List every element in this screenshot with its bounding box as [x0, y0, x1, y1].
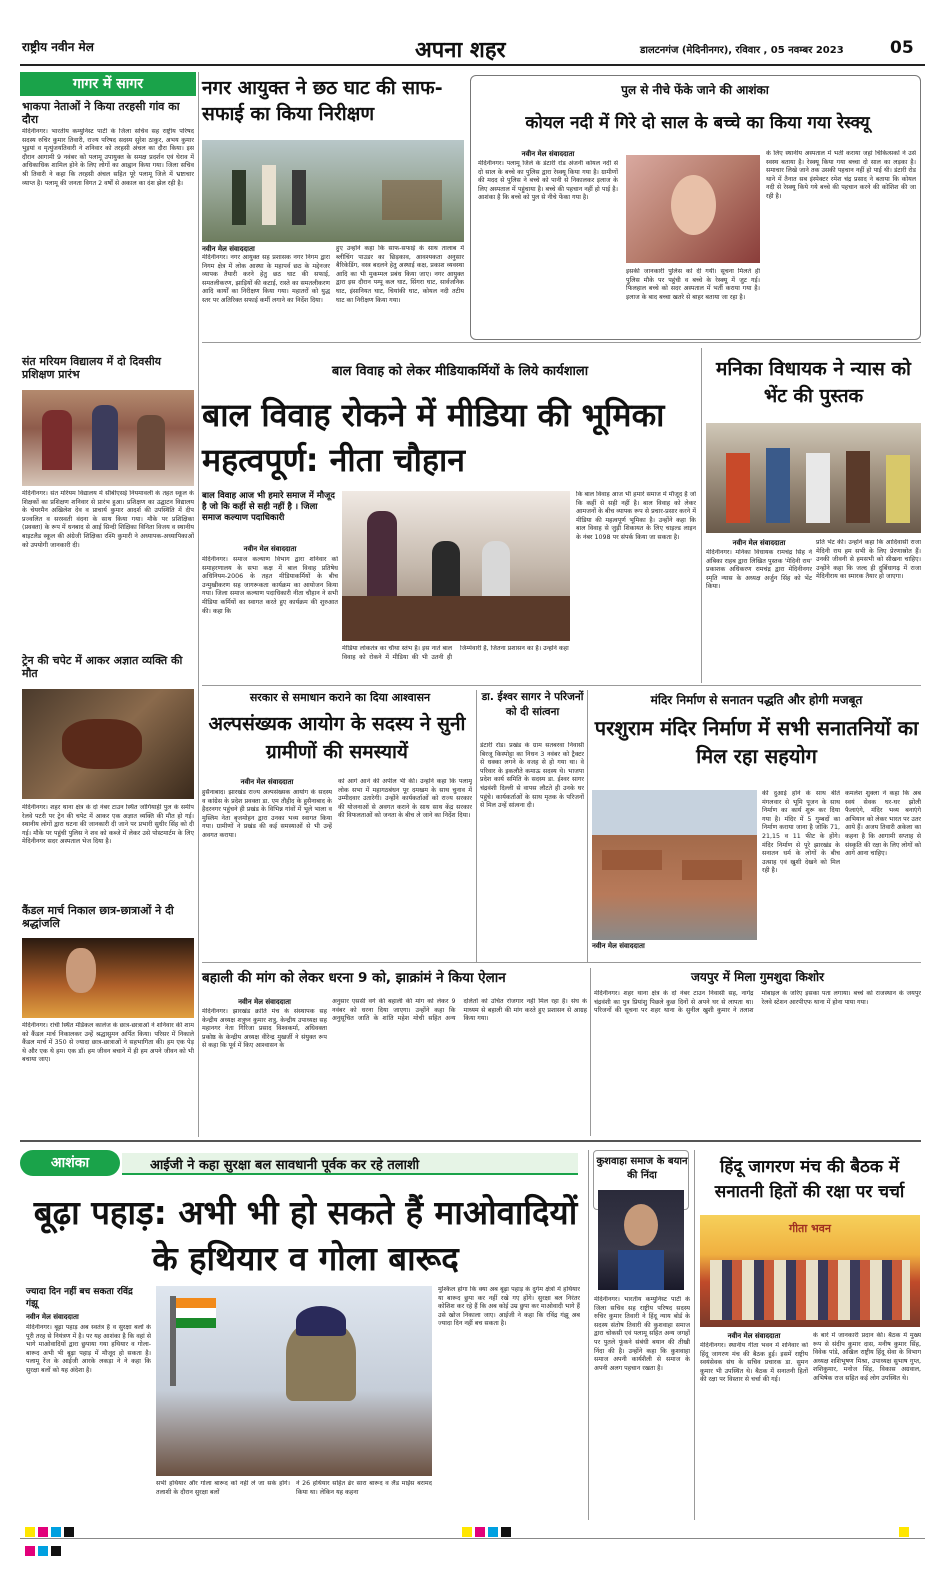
- article-body: हुए उन्होंने कहा कि साफ-सफाई के साथ तालाब में ब्लीचिंग पाउडर का छिड़काव, आवश्यकता अनुसार बैरिकेडिंग, वस्त्र बदलने हेतु अस्थाई कक्ष, प्रकाश व्यवस्था आदि का भी मुकम्मल प्रबंध किया जाए। नगर आयुक्त द्वारा इस दौरान पम्पू कल घाट, सिंगरा घाट, सार्वजनिक घाट, इंसानियत घाट, चियांकी घाट, कोयल नदी तटीय घाट का निरीक्षण किया गया।: [336, 245, 464, 304]
- article-body: मेदिनीनगर। बूढ़ा पहाड़ अब स्वतंत्र है व सुरक्षा बलों के पूरी तरह से नियंत्रण में है। पर यह आशंका है कि वहां से भागे माओवादियों द्वारा छुपाया गया हथियार व गोला-बारूद अभी भी बूढ़ा पहाड़ में मौजूद हो सकता है। पलामू रेंज के आईजी आरके लकड़ा ने ने कहा कि सुरक्षा बलों को यह अंदेशा है।: [26, 1324, 151, 1374]
- sidebar: [20, 72, 196, 1137]
- sidebar-headline: ट्रेन की चपेट में आकर अज्ञात व्यक्ति की मौत: [22, 654, 183, 680]
- headline-kushwaha: कुशवाहा समाज के बयान की निंदा: [596, 1156, 688, 1181]
- photo-caption: सभी हथियार और गोला बारूद को नहीं ले जा सके होंगे। तलाशी के दौरान सुरक्षा बलों: [156, 1480, 290, 1496]
- byline: नवीन मेल संवाददाता: [238, 998, 291, 1006]
- temple-photo: [592, 790, 757, 940]
- minority-kicker: सरकार से समाधान कराने का दिया आश्वासन: [249, 691, 431, 704]
- masthead: [0, 0, 945, 70]
- sidebar-headline: संत मरियम विद्यालय में दो दिवसीय प्रशिक्षण प्रारंभ: [22, 355, 162, 381]
- article-body: मेदिनीनगर। शहर थाना क्षेत्र के दो नंबर टाउन निवासी सह, नागेंद्र चंद्रवंशी का पुत्र प्रियांशु पिछले कुछ दिनों से अपने घर से लापता था। परिजनों की सूचना पर शहर थाना के सुनील खुशी कुमार ने तलाश मोबाइल के जरिए इसका पता लगाया। बच्चे को राजस्थान के जयपुर रेलवे स्टेशन आरपीएफ थाना में होना पाया गया।: [594, 990, 921, 1015]
- article-body: हुसैनाबाद। झारखंड राज्य अल्पसंख्यक आयोग के सदस्य व कांग्रेस के प्रदेश प्रवक्ता डा. एम तौहीद के हुसैनाबाद के हैदरनगर पहुंचने ही प्रखंड के विभिन्न गांवों में भूले भाला व मुस्लिम नेता बृजमोहन द्वारा उनका भव्य स्वागत किया गया। ग्रामीणों ने प्रखंड की कई समस्याओं से भी उन्हें अवगत कराया।: [202, 789, 332, 839]
- sidebar-headline: कैंडल मार्च निकाल छात्र-छात्राओं ने दी श्रद्धांजलि: [22, 904, 174, 930]
- tag-label: आशंका: [20, 1150, 120, 1176]
- sidebar-headline: भाकपा नेताओं ने किया तरहसी गांव का दौरा: [22, 100, 180, 126]
- article-body: मेदिनीनगर। नगर आयुक्त सह प्रशासक नगर निगम द्वारा निगम क्षेत्र में लोक आस्था के महापर्व छठ के मद्देनजर व्यापक तैयारी करने हेतु छठ घाट की सफाई, समतलीकरण, झाड़ियों की कटाई, रास्ते का समतलीकरण आदि कार्यों का निरीक्षण किया गया। महातरों को युद्ध स्तर पर अतिरिक्त सफाई कर्मी लगाने का निर्देश दिया।: [202, 254, 330, 304]
- article-body: मुश्किल होगा कि क्या अब बूढ़ा पहाड़ के दुर्गम क्षेत्रों में हथियार या बारूद छुपा कर नहीं रखे गए होंगे। सुरक्षा बल निरंतर कोशिश कर रहे हैं कि अब कोई उम्र छुपा कर माओवादी भागे हैं उसे खोज निकाला जाए। आईजी ने कहा कि रविंद्र गंझू अब ज्यादा दिन नहीं बच सकता है।: [438, 1286, 580, 1328]
- article-body: मेदिनीनगर। झारखंड क्रांति मंच के संस्थापक सह केन्द्रीय अध्यक्ष शत्रुघ्न कुमार शत्रु, केन्द्रीय उपाध्यक्ष सह महानगर नेता गिरिजा प्रसाद विश्वकर्मा, अधिवक्ता प्रकोष्ठ के केन्द्रीय अध्यक्ष वीरेन्द्र मुखर्जी ने संयुक्त रूप से कहा कि पूर्व में किए आश्वासन के: [202, 1008, 327, 1050]
- byline: नवीन मेल संवाददाता: [521, 150, 575, 158]
- article-body: कि बाल विवाह आज भी हमारे समाज में मौजूद है जो कि कहीं से सही नहीं है। बाल विवाह को लेकर आमजनों के बीच व्यापक रूप से प्रचार-प्रसार करने में मीडिया की महत्वपूर्ण भूमिका है। उन्होंने कहा कि बाल विवाह से जुड़ी शिकायत के लिए चाइल्ड लाइन के नंबर 1098 पर संपर्क किया जा सकता है।: [576, 491, 696, 541]
- parshuram-kicker: मंदिर निर्माण से सनातन पद्धति और होगी मजबूत: [650, 693, 863, 707]
- manika-photo: [706, 423, 921, 533]
- dateline: डालटनगंज (मेदिनीनगर), रविवार , 05 नवम्बर 2023: [640, 45, 844, 56]
- headline-gumshuda: जयपुर में मिला गुमशुदा किशोर: [690, 970, 825, 984]
- sidebar-body: मेदिनीनगर। भारतीय कम्युनिस्ट पार्टी के जिला सचिव सह राष्ट्रीय परिषद सदस्य रुचिर कुमार तिवारी, राज्य परिषद सदस्य सुरेश ठाकुर, अभय कुमार भुइयां व मृत्युंजयतिवारी ने शनिवार को तरहसी अंचल का दौरा किया। इस दौरान आगामी 9 नवंबर को पलामू उपायुक्त के समक्ष प्रदर्शन एवं घेराव में अधिकाधिक शामिल होने के लिए लोगों का आह्वान किया गया। जिला सचिव श्री तिवारी ने कहा कि तरहसी अंचल सहित पूरे पलामू जिले में भ्रष्टाचार व्याप्त है। पलामू की जनता विगत 2 वर्षों से अकाल का दंश झेल रही है।: [22, 128, 194, 187]
- byline: नवीन मेल संवाददाता: [240, 778, 294, 786]
- ig-photo: [156, 1286, 432, 1476]
- hindu-photo: [700, 1215, 920, 1327]
- photo-caption: ने 26 हथियार सहित ढेर सारा बारूद व लैंड माईंस बरामद किया था। लेकिन यह कहना: [296, 1480, 432, 1496]
- article-body: मेदिनीनगर। पलामू जिले के डंटारी रोड अंजनी कोयल नदी से दो साल के बच्चे का पुलिस द्वारा रेस्क्यू किया गया है। ग्रामीणों की मदद से पुलिस ने बच्चे को पानी से निकालकर इलाज के लिए अस्पताल में पहुंचाया है। बच्चे की पहचान नहीं हो पाई है। आशंका है कि बच्चे को पुल से नीचे फेंका गया है।: [478, 160, 618, 202]
- section-title: अपना शहर: [415, 38, 506, 63]
- chhath-photo: [202, 140, 464, 242]
- headline-parshuram: परशुराम मंदिर निर्माण में सभी सनातनियों का मिल रहा सहयोग: [594, 716, 919, 768]
- byline: नवीन मेल संवाददाता: [26, 1313, 79, 1321]
- headline-hindu: हिंदू जागरण मंच की बैठक में सनातनी हितों की रक्षा पर चर्चा: [714, 1157, 905, 1202]
- page-number: 05: [890, 38, 914, 58]
- sidebar-body: मेदिनीनगर। संत मरियम विद्यालय में सीबीएसई नियमावली के तहत स्कूल के शिक्षकों का प्रशिक्षण शनिवार से प्रारंभ हुआ। प्रशिक्षण का उद्घाटन विद्यालय के चेयरमैन अखिलेश देव व प्राचार्य कुमार आदर्श की उपस्थिति में दीप प्रज्वलित व सरस्वती वंदना के साथ किया गया। मौके पर प्रशिक्षिका (प्रवक्ता) के रूप में धनबाद से आई सिन्दी शिक्षिका विनिता विजय व स्थानीय बाइटलैड स्कूल की अंग्रेजी शिक्षिका रश्मि कुमारी ने अध्यापक-अध्यापिकाओं को उपयोगी जानकारी दी।: [22, 490, 194, 549]
- article-body: अनुसार एससी वर्ग की बहाली की मांग को लेकर 9 नवंबर को धरना दिया जाएगा। उन्होंने कहा कि अनुसूचित जाति के शांति महेश मोची सहित अन्य दलितों को उचित रोजगार नहीं मिल रहा है। संघ के माध्यम से बहाली की मांग करते हुए प्रशासन से आग्रह किया गया।: [332, 998, 587, 1023]
- byline: नवीन मेल संवाददाता: [592, 942, 645, 950]
- maoist-kicker: आईजी ने कहा सुरक्षा बल सावधानी पूर्वक कर रहे तलाशी: [150, 1158, 420, 1173]
- masthead-logo: राष्ट्रीय नवीन मेल: [22, 40, 94, 54]
- article-body: मेदिनीनगर। समाज कल्याण विभाग द्वारा शनिवार को समाहरणालय के सभा कक्ष में बाल विवाह प्रतिषेध अधिनियम-2006 के तहत मीडियाकर्मियों के बीच उन्मुखीकरण सह जागरूकता कार्यक्रम का आयोजन किया गया। जिला समाज कल्याण पदाधिकारी नीता चौहान ने सभी मीडिया कर्मियों का स्वागत करते हुए कार्यक्रम की शुरुआत की। कहा कि: [202, 556, 338, 615]
- headline-ishwar: डा. ईश्वर सागर ने परिजनों को दी सांत्वना: [481, 691, 584, 718]
- article-body: कमलेश शुक्ला ने कहा कि अब स्वयं सेवक घर-घर झोली फैलाएंगे, मंदिर भव्य बनाएंगे अभियान को लेकर भारत पर उतर आये हैं। अजय तिवारी अकेला का कहना है कि आगामी सप्ताह से संस्कृति की रक्षा के लिए लोगों को आगे आना चाहिए।: [845, 790, 921, 858]
- photo-caption: मीडिया लोकतंत्र का चौथा स्तंभ है। इस नाते बाल विवाह को रोकने में मीडिया की भी उतनी ही जिम्मेवारी है, जितना प्रशासन का है। उन्होंने कहा: [342, 645, 569, 661]
- article-body: डंटारी रोड। प्रखंड के ग्राम सतबरवा निवासी बिरजू किस्पोट्टा का निधन 3 नवंबर को ट्रैक्टर से धक्का लगने के वजह से हो गया था। वे परिवार के इकलौते कमाऊ सदस्य थे। भाजपा प्रदेश कार्य समिति के सदस्य डा. ईश्वर सागर चंद्रवंशी दिल्ली से वापस लौटते ही उनके घर पहुंचे। कार्यकर्ताओं के साथ मृतक के परिजनों से मिल उन्हें सांत्वना दी।: [480, 742, 584, 810]
- maoist-subhead: ज्यादा दिन नहीं बच सकता रविंद्र गंझू: [26, 1287, 133, 1309]
- child-photo: [626, 155, 760, 263]
- headline-manika: मनिका विधायक ने न्यास को भेंट की पुस्तक: [716, 358, 911, 407]
- headline-maoist: बूढ़ा पहाड़: अभी भी हो सकते हैं माओवादियों के हथियार व गोला बारूद: [33, 1193, 578, 1278]
- byline: नवीन मेल संवाददाता: [243, 545, 297, 553]
- article-body: के बारे में जानकारी प्रदान की। बैठक में मुख्य रूप से संदीप कुमार दास, मनीष कुमार सिंह, विवेक पांडे, अखिल राष्ट्रीय हिंदू सेवा के विभाग अध्यक्ष शशिभूषण मिश्रा, उपाध्यक्ष सुभाष गुप्त, शशिकुमार, मनोज सिंह, विकास अग्रवाल, अभिषेक राज सहित कई लोग उपस्थित थे।: [813, 1332, 921, 1382]
- article-body: के लिए स्थानीय अस्पताल में भर्ती कराया जहां चिकित्सकों ने उसे स्वस्थ बताया है। रेस्क्यू किया गया बच्चा दो साल का लड़का है। समाचार लिखे जाने तक उसकी पहचान नहीं हो पाई थी। डंटारी रोड थाने में तैनात सब इंस्पेक्टर रमेश चंद्र प्रसाद ने बताया कि कोयल नदी से रेस्क्यू किये गये बच्चे की पहचान करने की कोशिश की जा रही है।: [766, 150, 916, 200]
- training-photo: [22, 390, 194, 486]
- headline-minority: अल्पसंख्यक आयोग के सदस्य ने सुनी ग्रामीणों की समस्यायें: [208, 713, 466, 763]
- article-body: मेदिनीनगर। मनिका विधायक रामचंद्र सिंह ने अंबिका राहब द्वारा लिखित पुस्तक 'मेदिनी राय' प्रकाशक अधिकरण रामचंद्र द्वारा मेदिनीनगर स्मृति न्यास के अध्यक्ष अर्जुन सिंह को भेंट किया।: [706, 549, 812, 591]
- pullquote: बाल विवाह आज भी हमारे समाज में मौजूद है जो कि कहीं से सही नहीं है । जिला समाज कल्याण पदाधिकारी: [202, 491, 335, 523]
- byline: नवीन मेल संवाददाता: [202, 245, 255, 253]
- masthead-rule: [20, 64, 925, 66]
- sidebar-body: मेदिनीनगर। रांची स्थित मेडिकल कालेज के छात्र-छात्राओं ने शनिवार की शाम को कैंडल मार्च निकालकर उन्हें श्रद्धासुमन अर्पित किया। परिसर में निकाले कैंडल मार्च में 350 से ज्यादा छात्र-छात्राओं ने सहभागिता की। हम एक पेड़ थे और एक थे हम। एक डॉ। हम जीवन बचाने में ही हम अपने जीवन को भी बचाया जाए।: [22, 1022, 194, 1064]
- headline-chhath: नगर आयुक्त ने छठ घाट की साफ-सफाई का किया निरीक्षण: [202, 77, 443, 125]
- kushwaha-photo: [598, 1190, 684, 1290]
- rescue-kicker: पुल से नीचे फेंके जाने की आशंका: [621, 83, 769, 97]
- sidebar-title: गागर में सागर: [20, 72, 196, 96]
- article-body: प्रति भेंट की। उन्होंने कहा कि आदिवासी राजा मेदिनी राय हम सभी के लिए प्रेरणास्रोत हैं। उनकी जीवनी से हमसभी को सीखना चाहिए। उन्होंने कहा कि जल्द ही दुर्बिधागढ़ में राजा मेदिनीराय का स्मारक तैयार हो जाएगा।: [816, 539, 921, 581]
- candle-march-photo: [22, 938, 194, 1018]
- sidebar-body: मेदिनीनगर। शहर थाना क्षेत्र के दो नंबर टाउन स्थित जोगियाही पुल के समीप रेलवे पटरी पर ट्रेन की चपेट में आकर एक अज्ञात व्यक्ति की मौत हो गई। स्थानीय लोगों द्वारा घटना की जानकारी दी जाने पर प्रभारी सुधीर सिंह को दी गई। मौके पर पहुंची पुलिस ने शव को कब्जे में लेकर उसे पोस्टमार्टम के लिए मेदिनीनगर सदर अस्पताल भेज दिया है।: [22, 804, 194, 846]
- accident-photo: [22, 689, 194, 799]
- article-body: मेदिनीनगर। भारतीय कम्युनिस्ट पार्टी के जिला सचिव सह राष्ट्रीय परिषद सदस्य रुचिर कुमार तिवारी ने हिंदू न्याय बोर्ड के सदस्य संतोष तिवारी की कुशवाहा समाज द्वारा चोकसी एवं पलामू सहित अन्य जगहों पर पुतले फूंकने संबंधी बयान की तीखी निंदा की है। उन्होंने कहा कि कुशवाहा समाज अपनी कार्यशैली से समाज के अपनी अलग पहचान रखता है।: [594, 1296, 690, 1372]
- byline: नवीन मेल संवाददाता: [732, 539, 786, 547]
- article-body: को आगे आने की अपील भी की। उन्होंने कहा कि पलामू लोक सभा में महागठबंधन पूर दमखम के साथ चुनाव में उम्मीदवार उतारेगी। उन्होंने कार्यकर्ताओं को राज्य सरकार की योजनाओं से अवगत कराने के साथ साथ केंद्र सरकार की विफलताओं को जनता के बीच ले जाने का निर्देश दिया।: [338, 778, 472, 820]
- byline: नवीन मेल संवाददाता: [727, 1332, 781, 1340]
- article-body: की दुआई होने के साथ बीते मंगलवार से भूमि पूजन के साथ निर्माण का कार्य शुरू कर दिया गया है। मंदिर में 5 गुम्बदों का निर्माण कराया जाना है जोकि 71, 21,15 व 11 फीट के होंगे। मंदिर निर्माण से पूरे झारखंड के सनातन धर्म के लोगों के बीच उत्साह एवं खुशी देखने को मिल रही है।: [762, 790, 840, 875]
- banner-text: गीता भवन: [789, 1222, 831, 1235]
- workshop-photo: [342, 491, 570, 641]
- article-body: इसकी जानकारी पुलिस को दी गयी। सूचना मिलते ही पुलिस मौके पर पहुंची व बच्चे के रेस्क्यू में जुट गई। फिलहाल बच्चे को सदर अस्पताल में भर्ती कराया गया है। इलाज के बाद बच्चा खतरे से बाहर बताया जा रहा है।: [626, 268, 760, 301]
- headline-dharna: बहाली की मांग को लेकर धरना 9 को, झाक्रांमं ने किया ऐलान: [202, 970, 506, 986]
- headline-childmarriage: बाल विवाह रोकने में मीडिया की भूमिका महत्वपूर्ण: नीता चौहान: [202, 396, 665, 479]
- article-body: मेदिनीनगर। स्थानीय गीता भवन में शनिवार को हिंदू जागरण मंच की बैठक हुई। इसमें राष्ट्रीय स्वयंसेवक संघ के सचिव प्रचारक डा. सुमन कुमार भी उपस्थित थे। बैठक में सनातनी हितों की रक्षा पर विस्तार से चर्चा की गई।: [700, 1342, 808, 1384]
- registration-colorbar: [25, 1522, 925, 1534]
- headline-rescue: कोयल नदी में गिरे दो साल के बच्चे का किया गया रेस्क्यू: [525, 113, 870, 133]
- childmarriage-kicker: बाल विवाह को लेकर मीडियाकर्मियों के लिये कार्यशाला: [331, 364, 589, 379]
